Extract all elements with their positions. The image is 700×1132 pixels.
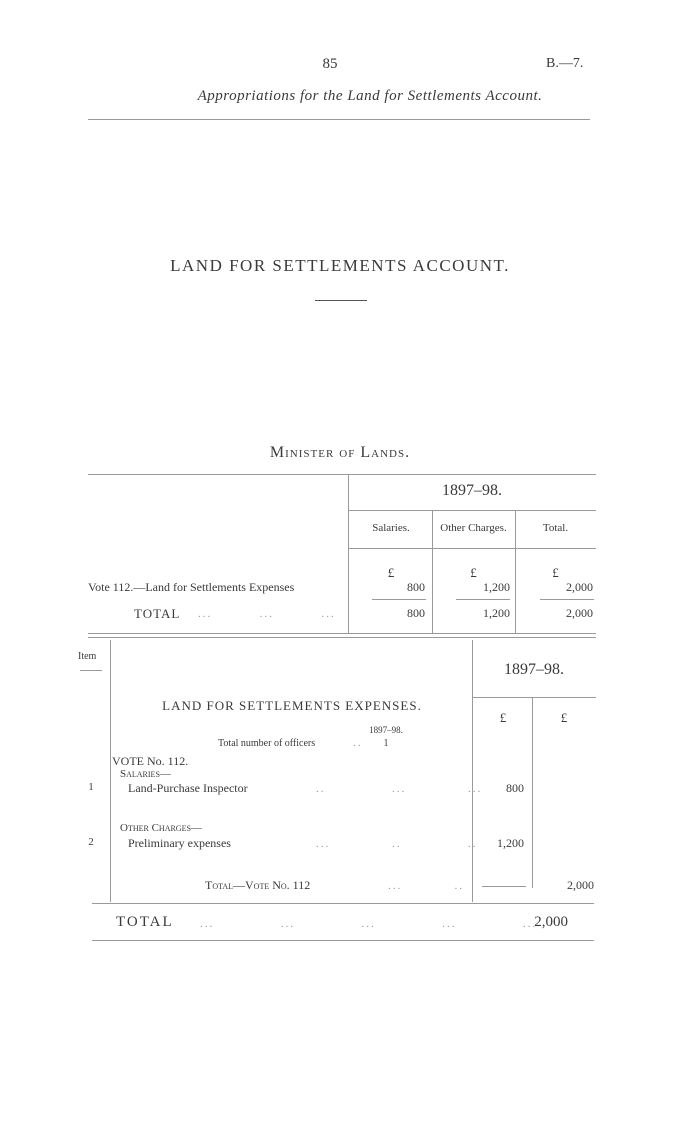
summary-heading: Minister of Lands.	[269, 444, 411, 461]
page-bottom-rule	[92, 940, 594, 941]
item-2-number: 2	[88, 836, 94, 848]
detail-year: 1897–98.	[504, 661, 564, 678]
officers-label: Total number of officers	[218, 738, 316, 749]
leader-dots: ... ... ...	[198, 608, 336, 620]
detail-total-rule	[92, 903, 594, 904]
amount-subcolumn-divider	[532, 698, 533, 888]
vote-112-other-charges: 1,200	[483, 580, 510, 594]
vote-112-salaries: 800	[407, 580, 425, 594]
item-2-label: Preliminary expenses	[128, 836, 231, 850]
officers-year: 1897–98.	[369, 725, 403, 735]
col-other-charges-header: Other Charges.	[440, 522, 507, 534]
other-charges-heading: Other Charges—	[120, 822, 202, 834]
officers-count: 1	[383, 738, 389, 749]
summary-total-other-charges: 1,200	[483, 606, 510, 620]
vote-112-total: 2,000	[566, 580, 593, 594]
summary-top-rule	[88, 474, 596, 475]
salaries-heading: Salaries—	[120, 768, 171, 780]
vote-total-amount: 2,000	[567, 878, 594, 892]
col-total-header: Total.	[542, 522, 569, 534]
leader-dots: ..	[353, 737, 363, 749]
salaries-sum-rule	[372, 599, 426, 600]
leader-dots: ... ... ... ... ...	[200, 918, 538, 930]
leader-dots: ... ..	[388, 880, 464, 892]
vote-total-label: Total—Vote No. 112	[205, 878, 311, 892]
salaries-currency: £	[387, 565, 395, 580]
detail-currency-right: £	[560, 710, 568, 725]
total-sum-rule	[540, 599, 594, 600]
summary-total-salaries: 800	[407, 606, 425, 620]
other-sum-rule	[456, 599, 510, 600]
vote-heading: VOTE No. 112.	[112, 754, 189, 768]
item-column-header: Item	[78, 651, 97, 662]
page-number: 85	[322, 56, 338, 72]
leader-dots: ... .. ..	[316, 838, 478, 850]
item-column-divider	[110, 640, 111, 902]
running-title: Appropriations for the Land for Settlements Account.	[197, 88, 543, 104]
document-reference: B.—7.	[546, 56, 584, 71]
summary-total-label: TOTAL	[134, 606, 181, 621]
section-title: LAND FOR SETTLEMENTS EXPENSES.	[162, 698, 422, 713]
summary-header-rule	[348, 548, 596, 549]
item-2-amount: 1,200	[497, 836, 524, 850]
summary-bottom-rule	[88, 633, 596, 634]
summary-year-rule	[348, 510, 596, 511]
vote-112-label: Vote 112.—Land for Settlements Expenses	[88, 580, 295, 594]
col-salaries-header: Salaries.	[372, 522, 410, 534]
other-currency: £	[470, 565, 477, 580]
item-1-amount: 800	[506, 781, 524, 795]
item-1-number: 1	[88, 781, 94, 793]
header-rule	[88, 119, 590, 120]
item-1-label: Land-Purchase Inspector	[128, 781, 248, 795]
grand-total-amount: 2,000	[534, 914, 568, 930]
detail-year-rule	[472, 697, 596, 698]
total-currency: £	[552, 565, 559, 580]
grand-total-label: TOTAL	[116, 914, 174, 930]
vote-total-rule	[482, 886, 526, 887]
amount-column-divider	[472, 640, 473, 902]
summary-total-total: 2,000	[566, 606, 593, 620]
leader-dots: .. ... ...	[316, 783, 483, 795]
summary-bottom-rule-double	[88, 637, 596, 638]
item-header-rule	[80, 670, 102, 671]
page-title: LAND FOR SETTLEMENTS ACCOUNT.	[170, 256, 510, 275]
summary-year: 1897–98.	[442, 482, 502, 499]
detail-currency-left: £	[499, 710, 507, 725]
title-rule	[315, 300, 367, 301]
